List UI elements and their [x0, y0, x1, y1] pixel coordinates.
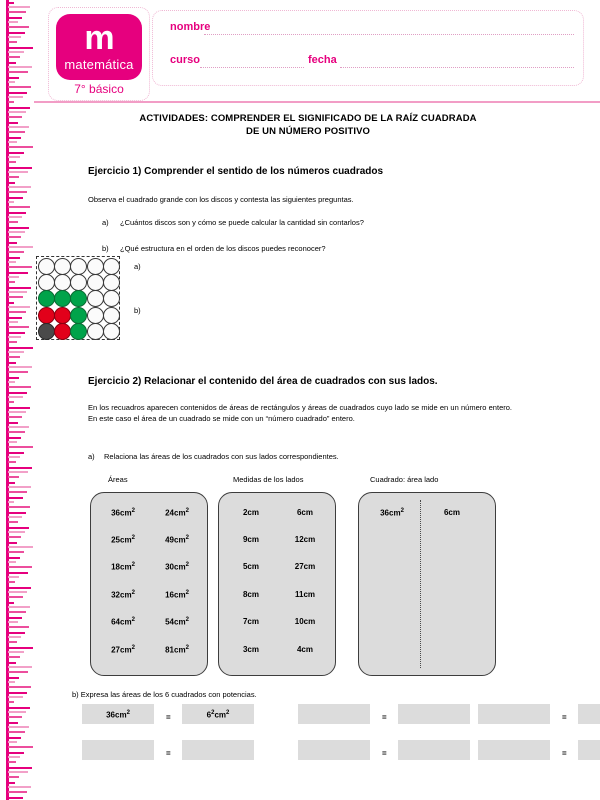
areas-cell-left: $32cm^2$ — [111, 590, 135, 600]
power-answer-box-left[interactable] — [82, 740, 154, 760]
ruler-tick — [8, 371, 28, 373]
ruler-tick — [8, 557, 20, 559]
ruler-tick — [8, 32, 25, 34]
ruler-tick — [8, 306, 30, 308]
ruler-tick — [8, 152, 24, 154]
ruler-tick — [8, 111, 26, 113]
ruler-tick — [8, 602, 14, 604]
exercise-2-intro: En los recuadros aparecen contenidos de áreas de rectángulos y áreas de cuadrados cuyo lado se mide en un número entero. En este caso el área de un cuadrado se mide con un “número cuadrado” entero. — [88, 403, 512, 423]
ruler-tick — [8, 311, 26, 313]
areas-column-header: Áreas — [108, 475, 128, 484]
header-underline — [34, 101, 600, 103]
sides-cell-right: 10cm — [294, 617, 316, 626]
disc-grid — [36, 256, 120, 340]
ruler-tick — [8, 797, 23, 799]
disc-white — [87, 274, 104, 291]
ruler-tick — [8, 611, 26, 613]
disc-red — [54, 323, 71, 340]
disc-white — [87, 258, 104, 275]
ruler-tick — [8, 551, 24, 553]
ruler-tick — [8, 201, 14, 203]
ruler-tick — [8, 47, 33, 49]
ruler-tick — [8, 137, 21, 139]
ruler-tick — [8, 521, 18, 523]
ruler-tick — [8, 197, 23, 199]
areas-cell-right: $30cm^2$ — [165, 562, 189, 572]
ruler-tick — [8, 606, 30, 608]
ruler-tick — [8, 666, 32, 668]
disc-white — [38, 258, 55, 275]
ruler-tick — [8, 122, 18, 124]
ruler-tick — [8, 96, 23, 98]
ruler-tick — [8, 561, 16, 563]
page-header — [34, 0, 600, 104]
disc-green — [70, 290, 87, 307]
ruler-tick — [8, 56, 20, 58]
ruler-tick — [8, 296, 23, 298]
ruler-tick — [8, 246, 33, 248]
power-answer-box-left[interactable] — [298, 740, 370, 760]
ruler-tick — [8, 86, 31, 88]
ruler-tick — [8, 711, 26, 713]
areas-cell-right: $54cm^2$ — [165, 617, 189, 627]
ruler-tick — [8, 677, 19, 679]
ruler-tick — [8, 377, 19, 379]
page-title-line-2: DE UN NÚMERO POSITIVO — [245, 126, 371, 137]
ruler-tick — [8, 576, 19, 578]
disc-white — [103, 274, 120, 291]
power-answer-box-right[interactable] — [182, 740, 254, 760]
ruler-tick — [8, 542, 17, 544]
disc-white — [38, 274, 55, 291]
disc-grid-answer-a-label: a) — [134, 262, 141, 271]
ruler-tick — [8, 182, 15, 184]
ruler-tick — [8, 591, 27, 593]
sides-column-header: Medidas de los lados — [233, 475, 304, 484]
ruler-tick — [8, 791, 27, 793]
ruler-tick — [8, 407, 30, 409]
ruler-tick — [8, 66, 32, 68]
exercise-1-item-a-letter: a) — [102, 218, 109, 227]
ruler-tick — [8, 656, 20, 658]
ruler-tick — [8, 681, 15, 683]
power-answer-right-value: $6^2cm^2$ — [206, 710, 230, 720]
ruler-tick — [8, 701, 14, 703]
ruler-tick — [8, 71, 28, 73]
equals-sign: = — [382, 713, 387, 722]
ruler-tick — [8, 686, 31, 688]
ruler-tick — [8, 186, 31, 188]
ruler-tick — [8, 486, 31, 488]
ruler-tick — [8, 536, 21, 538]
ruler-tick — [8, 261, 16, 263]
ruler-tick — [8, 347, 33, 349]
ruler-tick — [8, 431, 25, 433]
power-answer-box-left[interactable] — [298, 704, 370, 724]
ruler-tick — [8, 746, 33, 748]
ruler-tick — [8, 191, 27, 193]
disc-white — [87, 307, 104, 324]
ruler-tick — [8, 776, 19, 778]
page-title-line-1: ACTIVIDADES: COMPRENDER EL SIGNIFICADO DE LA RAÍZ CUADRADA — [139, 113, 477, 124]
ruler-tick — [8, 566, 32, 568]
ruler-tick — [8, 242, 17, 244]
disc-white — [103, 323, 120, 340]
areas-cell-right: $49cm^2$ — [165, 535, 189, 545]
ruler-tick — [8, 257, 20, 259]
ruler-tick — [8, 131, 25, 133]
ruler-tick — [8, 156, 20, 158]
ruler-tick — [8, 41, 17, 43]
ruler-tick — [8, 641, 17, 643]
ruler-tick — [8, 722, 18, 724]
ruler-tick — [8, 167, 32, 169]
ruler-tick — [8, 206, 30, 208]
ruler-tick — [8, 341, 17, 343]
matematica-logo-badge — [56, 14, 142, 80]
ruler-tick — [8, 516, 22, 518]
ruler-tick — [8, 362, 16, 364]
sides-cell-left: 9cm — [242, 535, 259, 544]
ruler-tick — [8, 396, 23, 398]
ruler-tick — [8, 171, 28, 173]
ruler-tick — [8, 11, 26, 13]
disc-white — [103, 307, 120, 324]
disc-grid-answer-b-label: b) — [134, 306, 141, 315]
sides-cell-left: 7cm — [242, 617, 259, 626]
ruler-tick — [8, 786, 31, 788]
disc-white — [70, 258, 87, 275]
ruler-tick — [8, 512, 26, 514]
power-answer-box-right[interactable] — [578, 740, 600, 760]
sides-cell-right: 6cm — [296, 508, 313, 517]
ruler-tick — [8, 696, 23, 698]
ruler-tick — [8, 506, 30, 508]
ruler-tick — [8, 756, 20, 758]
ruler-tick — [8, 36, 21, 38]
power-answer-box-left[interactable] — [478, 704, 550, 724]
ruler-tick — [8, 437, 21, 439]
disc-green — [70, 323, 87, 340]
disc-red — [38, 307, 55, 324]
ruler-tick — [8, 212, 26, 214]
ruler-tick — [8, 336, 21, 338]
ruler-tick — [8, 771, 28, 773]
exercise-2-heading: Ejercicio 2) Relacionar el contenido del área de cuadrados con sus lados. — [88, 376, 438, 387]
ruler-tick — [8, 461, 16, 463]
exercise-1-item-b-letter: b) — [102, 244, 109, 253]
equals-sign: = — [166, 713, 171, 722]
disc-dark — [38, 323, 55, 340]
logo-letter: m — [84, 19, 114, 57]
nombre-input-rule[interactable] — [204, 34, 574, 35]
ruler-tick — [8, 726, 29, 728]
ruler-tick — [8, 671, 28, 673]
ruler-tick — [8, 126, 29, 128]
disc-white — [54, 274, 71, 291]
ruler-tick — [8, 332, 25, 334]
ruler-tick — [8, 236, 21, 238]
decorative-ruler-strip — [0, 0, 34, 800]
exercise-1-intro: Observa el cuadrado grande con los discos y contesta las siguientes preguntas. — [88, 195, 354, 204]
disc-white — [70, 274, 87, 291]
ruler-tick — [8, 176, 19, 178]
square-box-divider — [420, 500, 421, 668]
ruler-tick — [8, 636, 21, 638]
ruler-tick — [8, 617, 22, 619]
exercise-1-item-a-text: ¿Cuántos discos son y cómo se puede calcular la cantidad sin contarlos? — [120, 218, 364, 227]
ruler-tick — [8, 416, 22, 418]
ruler-spine — [6, 0, 9, 800]
ruler-tick — [8, 761, 16, 763]
curso-input-rule[interactable] — [200, 67, 304, 68]
disc-white — [87, 323, 104, 340]
ruler-tick — [8, 272, 28, 274]
ruler-tick — [8, 26, 29, 28]
areas-cell-left: $25cm^2$ — [111, 535, 135, 545]
sides-cell-left: 5cm — [242, 562, 259, 571]
ruler-tick — [8, 77, 19, 79]
exercise-1-heading: Ejercicio 1) Comprender el sentido de los números cuadrados — [88, 166, 384, 177]
ruler-tick — [8, 6, 30, 8]
ruler-tick — [8, 491, 27, 493]
equals-sign: = — [562, 713, 567, 722]
ruler-tick — [8, 146, 33, 148]
ruler-tick — [8, 302, 14, 304]
ruler-tick — [8, 17, 22, 19]
ruler-tick — [8, 587, 31, 589]
ruler-tick — [8, 101, 14, 103]
disc-green — [38, 290, 55, 307]
ruler-tick — [8, 411, 26, 413]
ruler-tick — [8, 62, 16, 64]
ruler-tick — [8, 266, 32, 268]
square-area-value: $36cm^2$ — [380, 508, 404, 518]
ruler-tick — [8, 716, 22, 718]
ruler-tick — [8, 647, 33, 649]
ruler-tick — [8, 707, 30, 709]
areas-cell-left: $64cm^2$ — [111, 617, 135, 627]
ruler-tick — [8, 227, 29, 229]
ruler-tick — [8, 321, 18, 323]
ruler-tick — [8, 767, 32, 769]
ruler-tick — [8, 386, 31, 388]
ruler-tick — [8, 482, 15, 484]
ruler-tick — [8, 116, 22, 118]
equals-sign: = — [166, 749, 171, 758]
ruler-tick — [8, 497, 23, 499]
disc-white — [103, 290, 120, 307]
disc-red — [54, 307, 71, 324]
square-column-header: Cuadrado: área lado — [370, 475, 439, 484]
ruler-tick — [8, 662, 16, 664]
ruler-tick — [8, 107, 30, 109]
page-title — [88, 112, 528, 138]
nombre-label: nombre — [170, 21, 211, 33]
ruler-tick — [8, 476, 19, 478]
ruler-tick — [8, 366, 32, 368]
ruler-tick — [8, 221, 18, 223]
areas-cell-right: $24cm^2$ — [165, 508, 189, 518]
power-answer-box-left[interactable] — [478, 740, 550, 760]
disc-green — [54, 290, 71, 307]
ruler-tick — [8, 452, 24, 454]
ruler-tick — [8, 471, 28, 473]
fecha-label: fecha — [308, 54, 337, 66]
ruler-tick — [8, 501, 14, 503]
sides-cell-right: 4cm — [296, 645, 313, 654]
ruler-tick — [8, 291, 27, 293]
ruler-tick — [8, 531, 25, 533]
ruler-tick — [8, 441, 17, 443]
ruler-tick — [8, 626, 29, 628]
ruler-tick — [8, 572, 28, 574]
ruler-tick — [8, 581, 15, 583]
square-box — [358, 492, 496, 676]
ruler-tick — [8, 317, 22, 319]
ruler-tick — [8, 231, 25, 233]
power-answer-box-right[interactable] — [578, 704, 600, 724]
ruler-tick — [8, 276, 19, 278]
disc-green — [70, 307, 87, 324]
ruler-tick — [8, 782, 15, 784]
areas-cell-right: $81cm^2$ — [165, 645, 189, 655]
ruler-tick — [8, 81, 15, 83]
sides-cell-left: 2cm — [242, 508, 259, 517]
ruler-tick — [8, 392, 27, 394]
ruler-tick — [8, 281, 15, 283]
ruler-tick — [8, 467, 32, 469]
ruler-tick — [8, 692, 27, 694]
ruler-tick — [8, 381, 15, 383]
ruler-tick — [8, 741, 17, 743]
square-side-value: 6cm — [443, 508, 460, 517]
areas-cell-left: $36cm^2$ — [111, 508, 135, 518]
ruler-tick — [8, 546, 33, 548]
equals-sign: = — [562, 749, 567, 758]
fecha-input-rule[interactable] — [340, 67, 574, 68]
ruler-tick — [8, 527, 29, 529]
ruler-tick — [8, 141, 17, 143]
ruler-tick — [8, 456, 20, 458]
sides-cell-left: 8cm — [242, 590, 259, 599]
exercise-1-item-b-text: ¿Qué estructura en el orden de los discos puedes reconocer? — [120, 244, 326, 253]
ruler-tick — [8, 752, 24, 754]
power-answer-box-right[interactable] — [398, 740, 470, 760]
equals-sign: = — [382, 749, 387, 758]
ruler-tick — [8, 216, 22, 218]
ruler-tick — [8, 356, 20, 358]
disc-white — [54, 258, 71, 275]
ruler-tick — [8, 401, 14, 403]
areas-cell-left: $27cm^2$ — [111, 645, 135, 655]
exercise-2-item-b-text: b) Expresa las áreas de los 6 cuadrados con potencias. — [72, 690, 257, 699]
curso-label: curso — [170, 54, 200, 66]
sides-cell-right: 11cm — [294, 590, 316, 599]
ruler-tick — [8, 446, 33, 448]
ruler-tick — [8, 422, 18, 424]
ruler-tick — [8, 92, 27, 94]
power-answer-left-value: $36cm^2$ — [106, 710, 130, 720]
exercise-2-item-a-text: Relaciona las áreas de los cuadrados con sus lados correspondientes. — [104, 452, 339, 461]
sides-cell-left: 3cm — [242, 645, 259, 654]
ruler-tick — [8, 632, 25, 634]
ruler-tick — [8, 737, 21, 739]
ruler-tick — [8, 251, 24, 253]
ruler-tick — [8, 651, 24, 653]
disc-white — [103, 258, 120, 275]
power-answer-box-right[interactable] — [398, 704, 470, 724]
ruler-tick — [8, 161, 16, 163]
ruler-tick — [8, 621, 18, 623]
sides-cell-right: 12cm — [294, 535, 316, 544]
ruler-tick — [8, 351, 24, 353]
ruler-tick — [8, 426, 29, 428]
ruler-tick — [8, 287, 31, 289]
grade-level-label: 7° básico — [74, 82, 124, 96]
ruler-tick — [8, 326, 29, 328]
disc-white — [87, 290, 104, 307]
ruler-tick — [8, 2, 14, 4]
logo-wordmark: matemática — [64, 57, 134, 72]
areas-cell-left: $18cm^2$ — [111, 562, 135, 572]
ruler-tick — [8, 596, 23, 598]
sides-cell-right: 27cm — [294, 562, 316, 571]
ruler-tick — [8, 51, 24, 53]
areas-cell-right: $16cm^2$ — [165, 590, 189, 600]
student-fields-dotted-frame — [152, 10, 584, 86]
ruler-tick — [8, 21, 18, 23]
exercise-2-item-a-letter: a) — [88, 452, 95, 461]
ruler-tick — [8, 731, 25, 733]
